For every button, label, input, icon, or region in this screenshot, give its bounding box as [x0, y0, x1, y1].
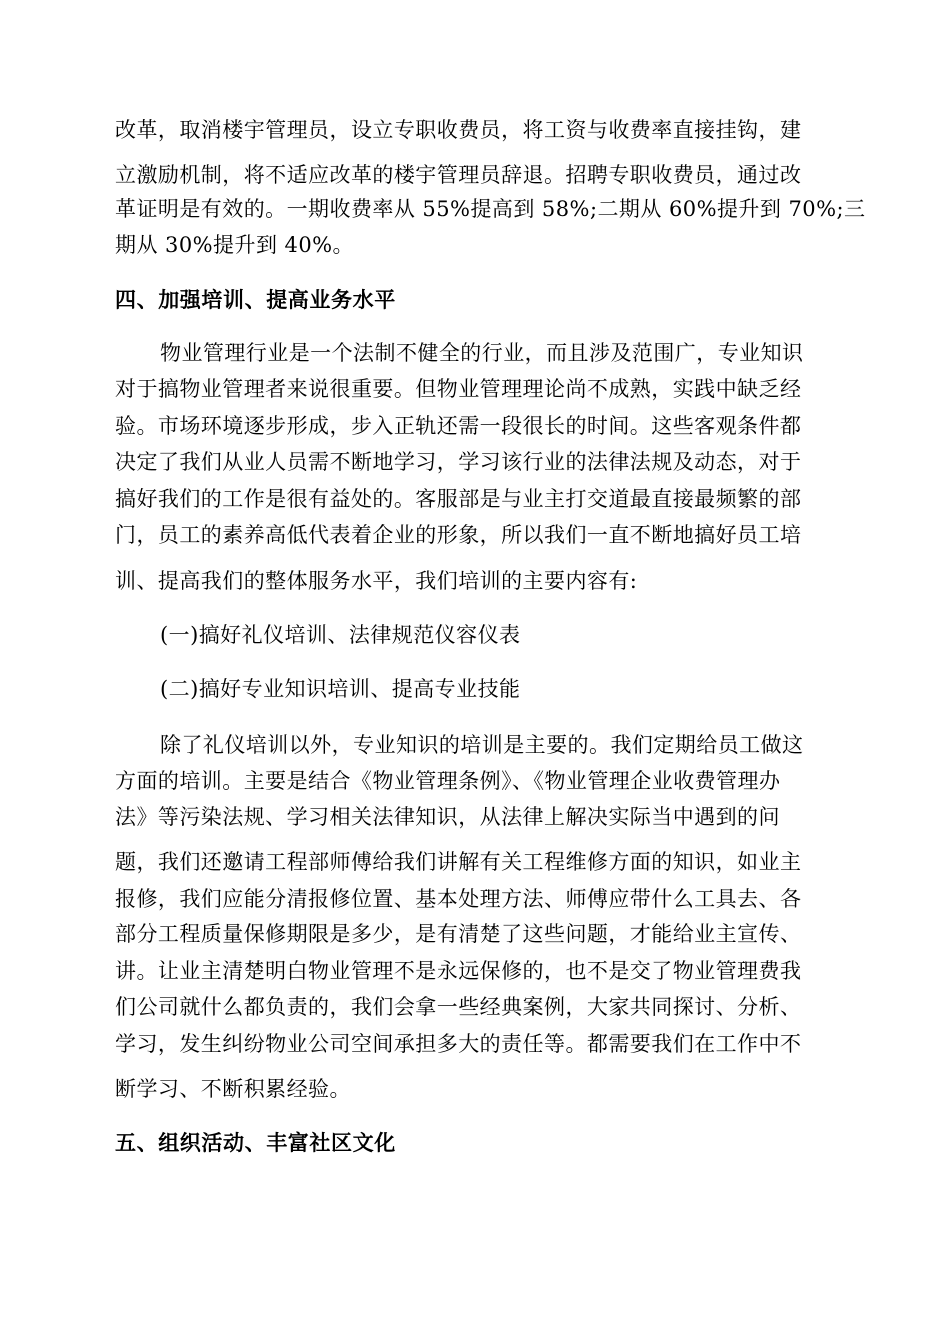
section-4-para-2-line-7: 讲。让业主清楚明白物业管理不是永远保修的，也不是交了物业管理费我: [115, 959, 802, 983]
section-4-para-2-line-5: 报修，我们应能分清报修位置、基本处理方法、师傅应带什么工具去、各: [115, 887, 802, 911]
section-4-para-2-line-3: 法》等污染法规、学习相关法律知识，从法律上解决实际当中遇到的问: [115, 805, 780, 829]
section-4-para-1-line-3: 验。市场环境逐步形成，步入正轨还需一段很长的时间。这些客观条件都: [115, 414, 802, 438]
list-item-1: (一)搞好礼仪培训、法律规范仪容仪表: [160, 623, 521, 647]
intro-line-2: 立激励机制，将不适应改革的楼宇管理员辞退。招聘专职收费员，通过改: [115, 163, 802, 187]
section-4-para-1-line-2: 对于搞物业管理者来说很重要。但物业管理理论尚不成熟，实践中缺乏经: [115, 377, 802, 401]
section-4-para-1-line-1: 物业管理行业是一个法制不健全的行业，而且涉及范围广，专业知识: [160, 341, 804, 365]
section-4-para-2-line-6: 部分工程质量保修期限是多少，是有清楚了这些问题，才能给业主宣传、: [115, 922, 802, 946]
section-4-heading: 四、加强培训、提高业务水平: [115, 288, 396, 312]
section-4-para-1-line-5: 搞好我们的工作是很有益处的。客服部是与业主打交道最直接最频繁的部: [115, 487, 802, 511]
section-4-para-1-line-7: 训、提高我们的整体服务水平，我们培训的主要内容有:: [115, 569, 638, 593]
section-5-heading: 五、组织活动、丰富社区文化: [115, 1131, 396, 1155]
intro-line-1: 改革，取消楼宇管理员，设立专职收费员，将工资与收费率直接挂钩，建: [115, 118, 802, 142]
intro-line-3: 革证明是有效的。一期收费率从 55%提高到 58%;二期从 60%提升到 70%;三: [115, 197, 866, 221]
section-4-para-2-line-1: 除了礼仪培训以外，专业知识的培训是主要的。我们定期给员工做这: [160, 733, 804, 757]
list-item-2: (二)搞好专业知识培训、提高专业技能: [160, 677, 521, 701]
intro-line-4: 期从 30%提升到 40%。: [115, 233, 355, 257]
section-4-para-1-line-6: 门，员工的素养高低代表着企业的形象，所以我们一直不断地搞好员工培: [115, 523, 802, 547]
section-4-para-2-line-8: 们公司就什么都负责的，我们会拿一些经典案例，大家共同探讨、分析、: [115, 995, 802, 1019]
section-4-para-1-line-4: 决定了我们从业人员需不断地学习，学习该行业的法律法规及动态，对于: [115, 450, 802, 474]
section-4-para-2-line-2: 方面的培训。主要是结合《物业管理条例》、《物业管理企业收费管理办: [115, 769, 781, 793]
section-4-para-2-line-4: 题，我们还邀请工程部师傅给我们讲解有关工程维修方面的知识，如业主: [115, 850, 802, 874]
section-4-para-2-line-10: 断学习、不断积累经验。: [115, 1077, 351, 1101]
section-4-para-2-line-9: 学习，发生纠纷物业公司空间承担多大的责任等。都需要我们在工作中不: [115, 1032, 802, 1056]
